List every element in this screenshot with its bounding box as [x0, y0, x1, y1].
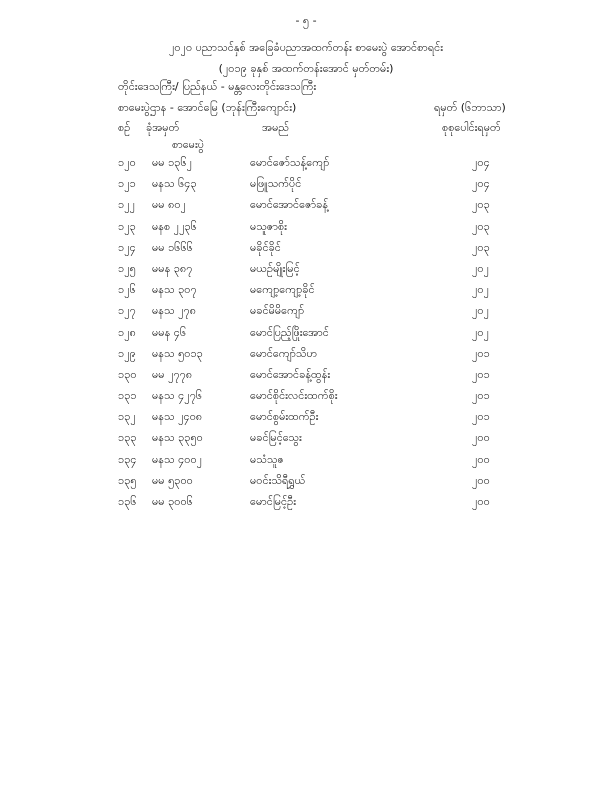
cell-name: မဖြူသက်ပိုင် — [250, 177, 302, 191]
cell-roll: မနသ ၂၄၀၈ — [152, 410, 203, 424]
cell-no: ၁၃၅ — [118, 473, 137, 487]
cell-no: ၁၂၀ — [118, 156, 136, 169]
cell-no: ၁၂၁ — [118, 177, 136, 191]
cell-total: ၂၀၄ — [472, 156, 490, 169]
cell-total: ၂၀၂ — [472, 261, 489, 275]
cell-roll: မနသ ၆၄၃ — [152, 177, 197, 191]
cell-roll: မနသ ၄၀၀၂ — [152, 452, 203, 466]
table-row — [0, 326, 612, 347]
table-row — [0, 220, 612, 241]
cell-name: မောင်အောင်ဇော်ခန့် — [250, 198, 329, 212]
cell-no: ၁၃၃ — [118, 431, 137, 445]
cell-roll: မမန ၃၈၇ — [152, 261, 193, 275]
table-row — [0, 304, 612, 325]
cell-no: ၁၂၈ — [118, 325, 136, 339]
table-row — [0, 177, 612, 198]
cell-name: မခင်မိမိကျော် — [250, 304, 305, 318]
cell-roll: မမ ၃၀၀၆ — [152, 495, 193, 508]
cell-total: ၂၀၀ — [472, 452, 490, 466]
cell-roll: မမ ၁၃၆၂ — [152, 156, 193, 169]
cell-no: ၁၂၃ — [118, 219, 136, 233]
cell-no: ၁၂၅ — [118, 261, 136, 275]
cell-no: ၁၃၄ — [118, 452, 137, 466]
column-header-total: စုစုပေါင်းရမှတ် — [442, 121, 501, 134]
table-row — [0, 347, 612, 368]
cell-name: မယဉ်မျိုးမြင့် — [250, 261, 300, 275]
cell-total: ၂၀၁ — [472, 346, 490, 360]
table-row — [0, 474, 612, 495]
cell-total: ၂၀၂ — [472, 283, 489, 297]
cell-no: ၁၂၇ — [118, 304, 136, 318]
cell-name: မောင်စွမ်းထက်ဦး — [250, 410, 319, 424]
cell-no: ၁၃၁ — [118, 389, 137, 403]
cell-roll: မမ ၈၀၂ — [152, 198, 186, 212]
table-row — [0, 368, 612, 389]
cell-name: မခိုင်ခိုင် — [250, 240, 281, 254]
cell-no: ၁၃၂ — [118, 410, 136, 424]
cell-name: မဝင်းသိရီရွှယ် — [250, 473, 306, 487]
column-header-roll: ခုံအမှတ် — [146, 121, 180, 134]
region-line: တိုင်းဒေသကြီး/ ပြည်နယ် - မန္တလေးတိုင်းဒေသကြီး — [118, 80, 317, 93]
cell-roll: မမ ၅၃၀၀ — [152, 473, 193, 487]
table-row — [0, 262, 612, 283]
marks-header: ရမှတ် (၆ဘာသာ) — [434, 101, 506, 114]
cell-name: မောင်စိုင်းလင်းထက်စိုး — [250, 389, 338, 403]
cell-name: မောင်မြင့်ဦး — [250, 495, 297, 508]
cell-name: မောင်ကျော်သိဟ — [250, 346, 318, 360]
cell-total: ၂၀၁ — [472, 410, 490, 424]
cell-no: ၁၂၉ — [118, 346, 136, 360]
cell-no: ၁၃၀ — [118, 367, 137, 381]
cell-roll: မမန ၄၆ — [152, 325, 187, 339]
cell-roll: မမ ၂၇၇၈ — [152, 367, 193, 381]
cell-roll: မနသ ၄၂၇၆ — [152, 389, 203, 403]
cell-total: ၂၀၁ — [472, 389, 490, 403]
document-title: ၂၀၂၀ ပညာသင်နှစ် အခြေခံပညာအထက်တန်း စာမေးပွဲ အောင်စာရင်း — [168, 41, 444, 54]
table-row — [0, 453, 612, 474]
cell-total: ၂၀၃ — [472, 219, 490, 233]
table-row — [0, 283, 612, 304]
table-row — [0, 389, 612, 410]
page-number: - ၅ - — [295, 14, 317, 27]
table-row — [0, 198, 612, 219]
cell-name: မခင်မြင့်သွေး — [250, 431, 302, 445]
cell-roll: မနသ ၃၃၅၀ — [152, 431, 203, 445]
cell-roll: မနသ ၂၇၈ — [152, 304, 196, 318]
table-row — [0, 410, 612, 431]
cell-no: ၁၂၆ — [118, 283, 136, 297]
column-header-no: စဉ် — [118, 121, 131, 134]
cell-total: ၂၀၄ — [472, 177, 490, 191]
cell-name: မကျော့ကျော့ခိုင် — [250, 283, 315, 297]
cell-total: ၂၀၂ — [472, 325, 489, 339]
cell-total: ၂၀၃ — [472, 240, 490, 254]
results-table — [0, 156, 612, 516]
cell-no: ၁၂၄ — [118, 240, 136, 254]
cell-name: မောင်ပြည့်ဖြိုးအောင် — [250, 325, 329, 339]
cell-roll: မနစ ၂၂၃၆ — [152, 219, 197, 233]
table-row — [0, 241, 612, 262]
cell-total: ၂၀၃ — [472, 198, 490, 212]
exam-center-line: စာမေးပွဲဌာန - အောင်မြေ (ဘုန်းကြီးကျောင်း) — [118, 101, 297, 114]
cell-total: ၂၀၀ — [472, 431, 490, 445]
table-row — [0, 431, 612, 452]
cell-name: မောင်ဇော်သန့်ကျော် — [250, 156, 330, 169]
table-row — [0, 495, 612, 516]
cell-no: ၁၃၆ — [118, 495, 137, 508]
cell-total: ၂၀၀ — [472, 473, 490, 487]
cell-roll: မနသ ၃၀၇ — [152, 283, 197, 297]
cell-roll: မမ ၁၆၆၆ — [152, 240, 193, 254]
cell-name: မသံသူဇ — [250, 452, 285, 466]
cell-roll: မနသ ၅၀၁၃ — [152, 346, 203, 360]
cell-total: ၂၀၁ — [472, 367, 490, 381]
document-subtitle: (၂၀၁၉ ခုနှစ် အထက်တန်းအောင် မှတ်တမ်း) — [218, 62, 394, 75]
cell-no: ၁၂၂ — [118, 198, 135, 212]
cell-name: မောင်အောင်ခန့်ထွန်း — [250, 367, 331, 381]
cell-total: ၂၀၀ — [472, 495, 490, 508]
table-row — [0, 156, 612, 177]
column-header-roll-sub: စာမေးပွဲ — [172, 138, 205, 151]
cell-name: မသူဇာစိုး — [250, 219, 287, 233]
cell-total: ၂၀၂ — [472, 304, 489, 318]
column-header-name: အမည် — [262, 121, 290, 134]
